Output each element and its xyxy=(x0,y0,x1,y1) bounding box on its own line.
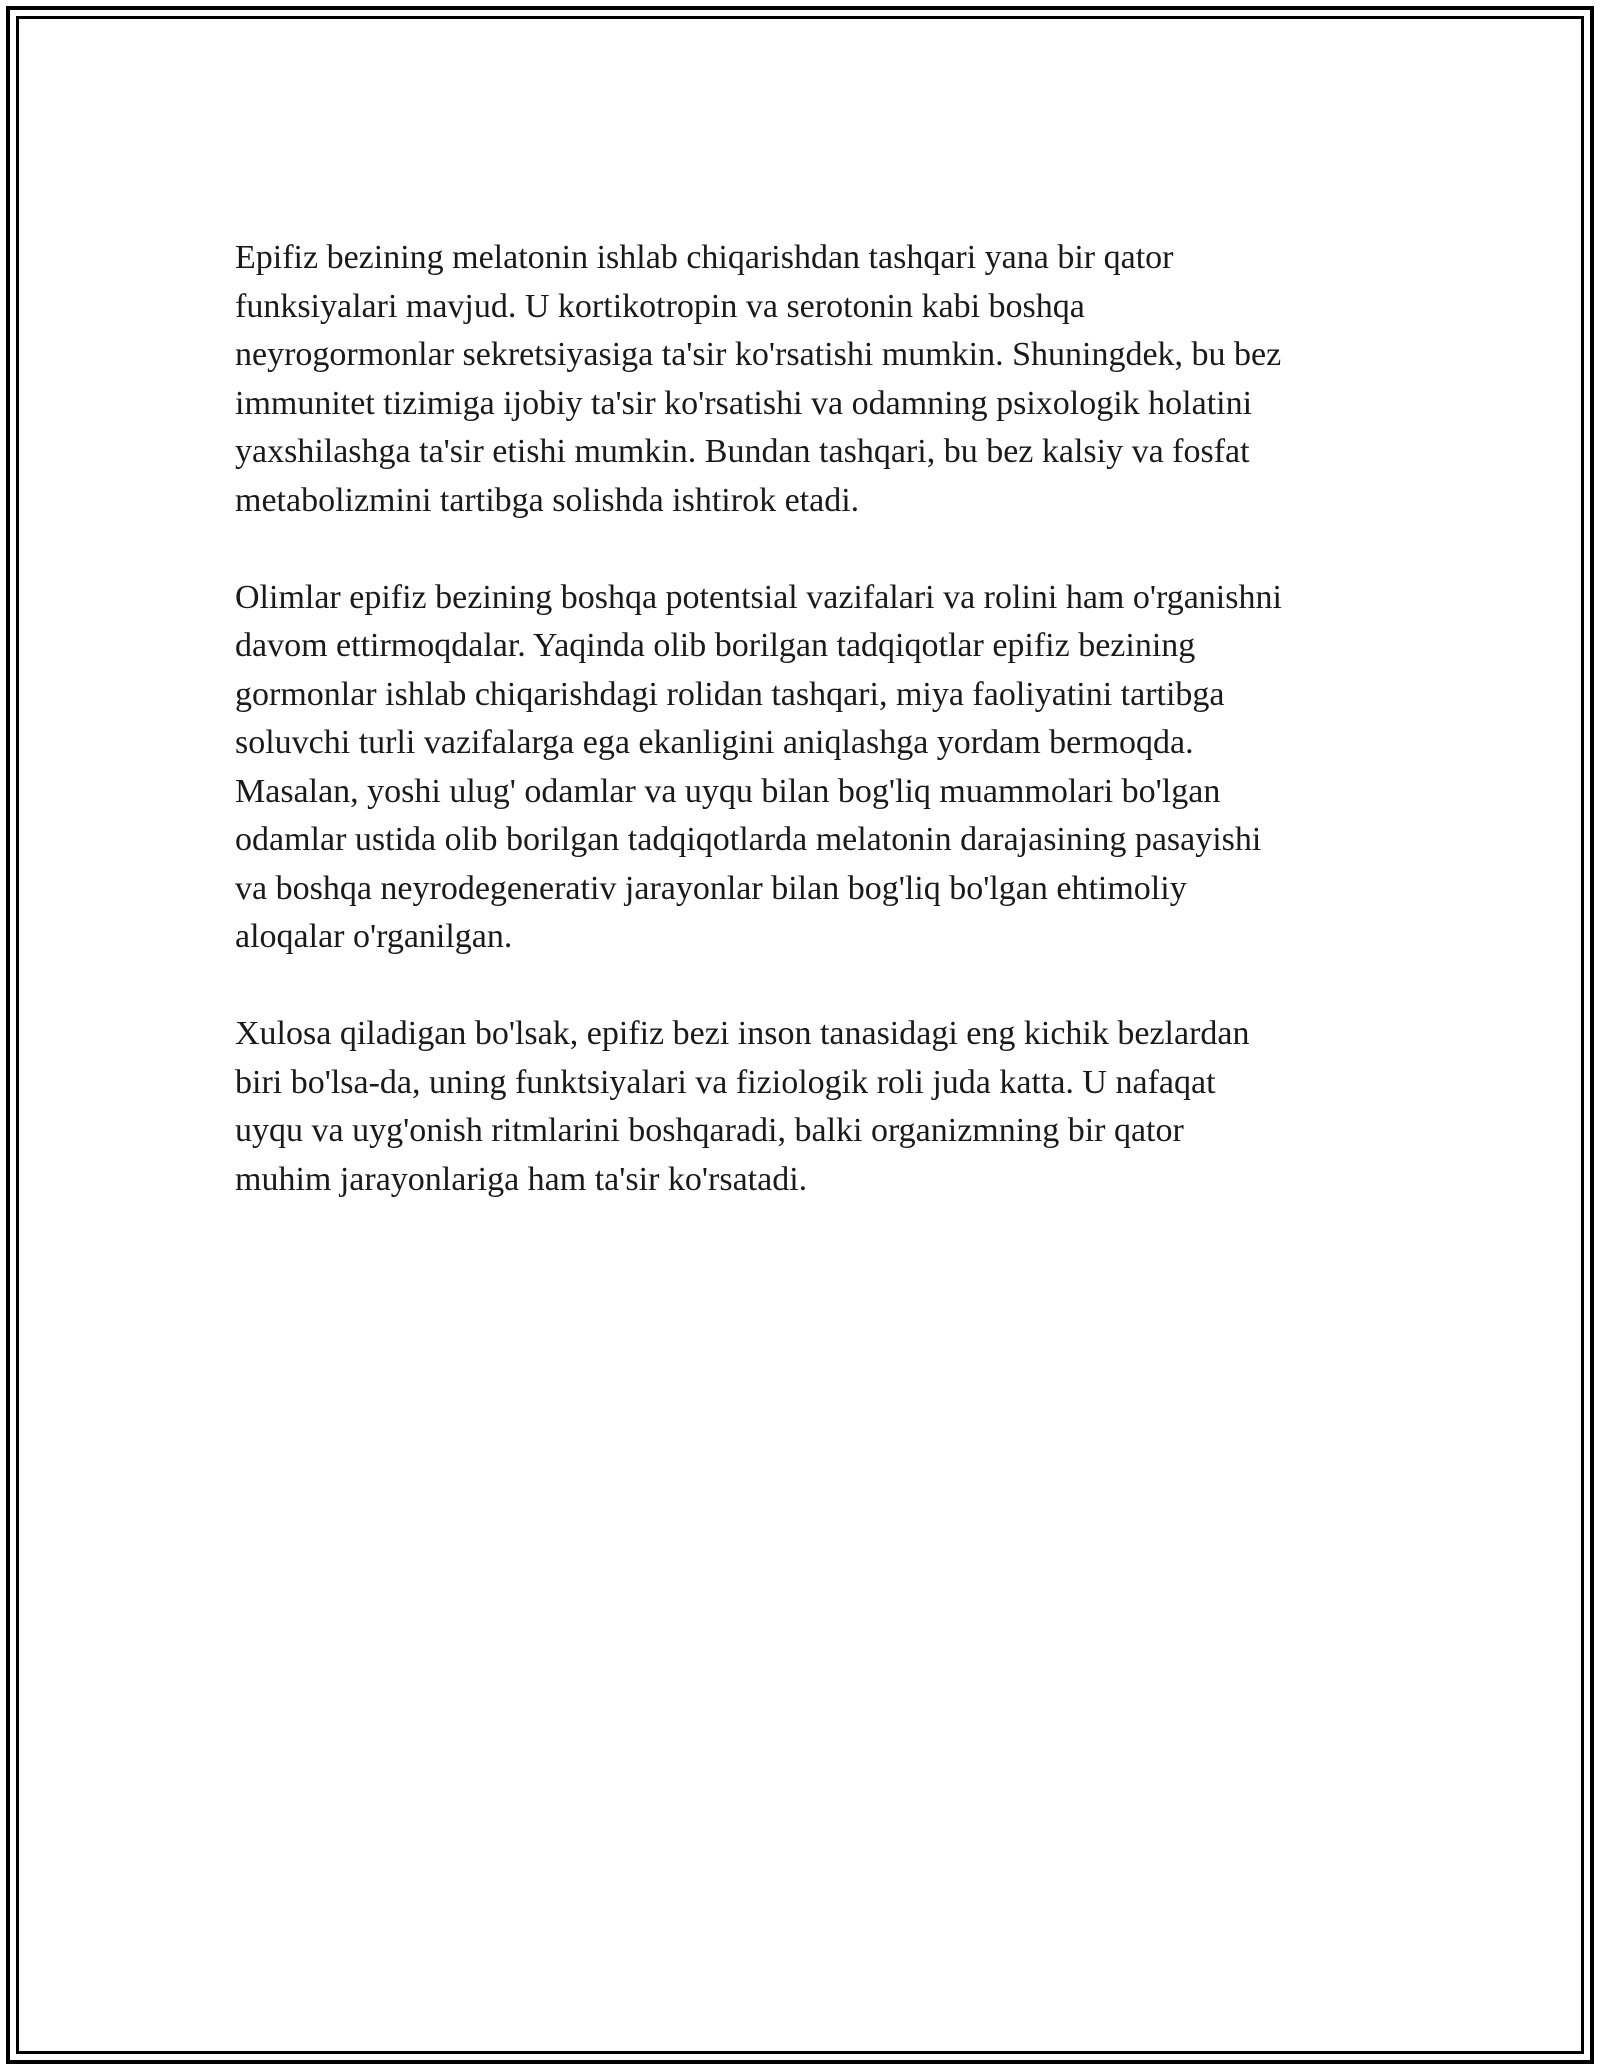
text-line: soluvchi turli vazifalarga ega ekanligini aniqlashga yordam bermoqda. xyxy=(235,724,1194,761)
paragraph-1 xyxy=(235,234,1395,525)
text-line: muhim jarayonlariga ham ta'sir ko'rsatadi. xyxy=(235,1160,808,1198)
text-line: aloqalar o'rganilgan. xyxy=(235,918,513,955)
document-body xyxy=(235,234,1395,1253)
text-line: va boshqa neyrodegenerativ jarayonlar bilan bog'liq bo'lgan ehtimoliy xyxy=(235,869,1187,907)
text-line: yaxshilashga ta'sir etishi mumkin. Bundan tashqari, bu bez kalsiy va fosfat xyxy=(235,433,1250,470)
text-line: Olimlar epifiz bezining boshqa potentsial vazifalari va rolini ham o'rganishni xyxy=(235,578,1282,616)
text-line: uyqu va uyg'onish ritmlarini boshqaradi, balki organizmning bir qator xyxy=(235,1112,1184,1149)
text-line: davom ettirmoqdalar. Yaqinda olib borilgan tadqiqotlar epifiz bezining xyxy=(235,627,1196,664)
text-line: Epifiz bezining melatonin ishlab chiqarishdan tashqari yana bir qator xyxy=(235,239,1174,276)
text-line: odamlar ustida olib borilgan tadqiqotlarda melatonin darajasining pasayishi xyxy=(235,821,1262,858)
text-line: biri bo'lsa-da, uning funktsiyalari va fiziologik roli juda katta. U nafaqat xyxy=(235,1063,1216,1101)
text-line: immunitet tizimiga ijobiy ta'sir ko'rsatishi va odamning psixologik holatini xyxy=(235,384,1253,422)
text-line: Xulosa qiladigan bo'lsak, epifiz bezi inson tanasidagi eng kichik bezlardan xyxy=(235,1015,1250,1052)
paragraph-2 xyxy=(235,574,1395,962)
text-line: metabolizmini tartibga solishda ishtirok etadi. xyxy=(235,481,860,519)
text-line: Masalan, yoshi ulug' odamlar va uyqu bilan bog'liq muammolari bo'lgan xyxy=(235,772,1221,810)
text-line: funksiyalari mavjud. U kortikotropin va serotonin kabi boshqa xyxy=(235,287,1085,325)
text-line: gormonlar ishlab chiqarishdagi rolidan tashqari, miya faoliyatini tartibga xyxy=(235,675,1225,713)
paragraph-3 xyxy=(235,1010,1395,1204)
text-line: neyrogormonlar sekretsiyasiga ta'sir ko'rsatishi mumkin. Shuningdek, bu bez xyxy=(235,336,1282,373)
